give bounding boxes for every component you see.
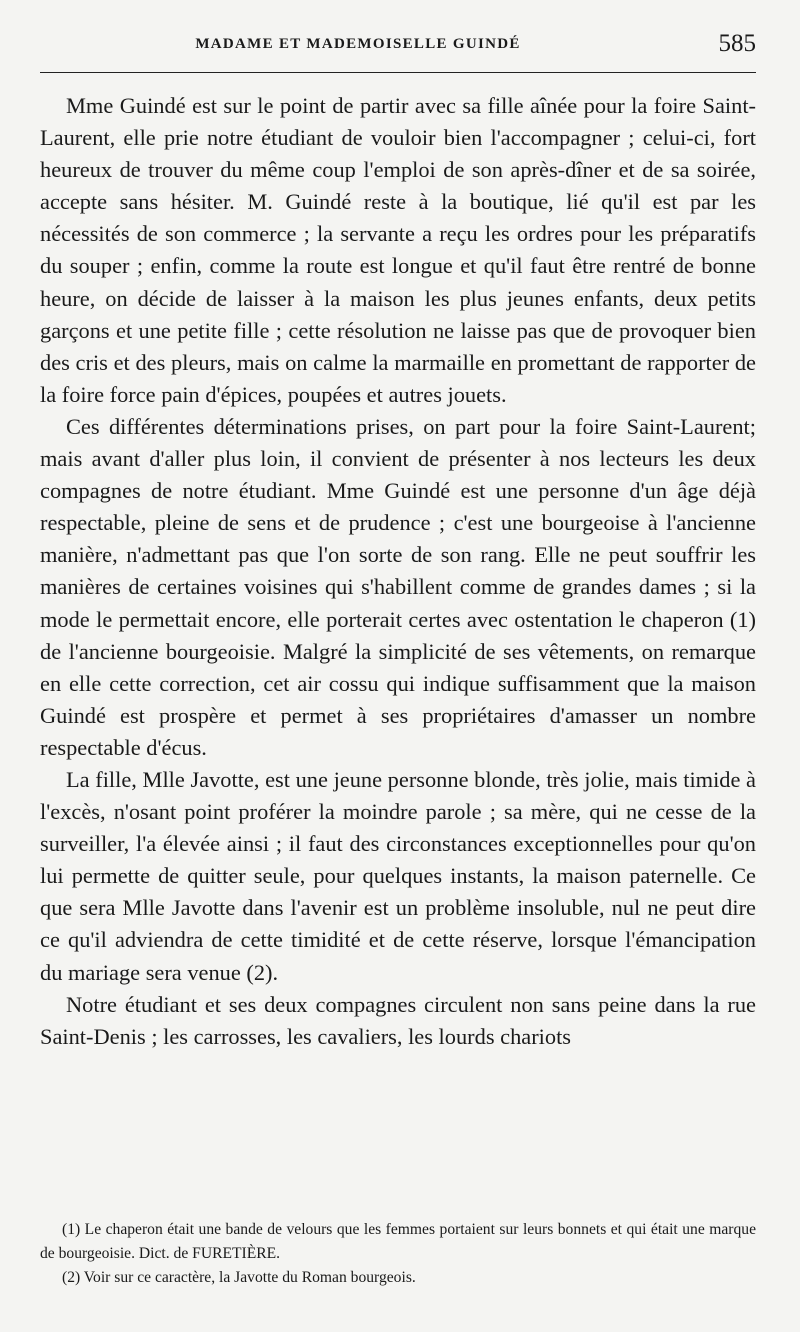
paragraph: Ces différentes déterminations prises, on part pour la foire Saint-Laurent; mais avant d'aller plus loin, il convient de présenter à nos lecteurs les deux compagnes de notre étudiant. Mme Guindé est une personne d'un âge déjà respectable, pleine de sens et de prudence ; c'est une bourgeoise à l'ancienne manière, n'admettant pas que l'on sorte de son rang. Elle ne peut souffrir les manières de certaines voisines qui s'habillent comme de grandes dames ; si la mode le permettait encore, elle porterait certes avec ostentation le chaperon (1) de l'ancienne bourgeoisie. Malgré la simplicité de ses vêtements, on remarque en elle cette correction, cet air cossu qui indique suffisamment que la maison Guindé est prospère et permet à ses propriétaires d'amasser un nombre respectable d'écus. <box>40 413 756 760</box>
running-title: MADAME ET MADEMOISELLE GUINDÉ <box>195 36 521 52</box>
paragraph: Notre étudiant et ses deux compagnes circulent non sans peine dans la rue Saint-Denis ; les carrosses, les cavaliers, les lourds chariots <box>40 991 756 1049</box>
footnotes <box>40 1218 756 1290</box>
paragraph: La fille, Mlle Javotte, est une jeune personne blonde, très jolie, mais timide à l'excès, n'osant point proférer la moindre parole ; sa mère, qui ne cesse de la surveiller, l'a élevée ainsi ; il faut des circonstances exceptionnelles pour qu'on lui permette de quitter seule, pour quelques instants, la maison paternelle. Ce que sera Mlle Javotte dans l'avenir est un problème insoluble, nul ne peut dire ce qu'il adviendra de cette timidité et de cette réserve, lorsque l'émancipation du mariage sera venue (2). <box>40 766 756 985</box>
footnote: (2) Voir sur ce caractère, la Javotte du Roman bourgeois. <box>62 1269 416 1286</box>
paragraph: Mme Guindé est sur le point de partir avec sa fille aînée pour la foire Saint-Laurent, elle prie notre étudiant de vouloir bien l'accompagner ; celui-ci, fort heureux de trouver du même coup l'emploi de son après-dîner et de sa soirée, accepte sans hésiter. M. Guindé reste à la boutique, lié qu'il est par les nécessités de son commerce ; la servante a reçu les ordres pour les préparatifs du souper ; enfin, comme la route est longue et qu'il faut être rentré de bonne heure, on décide de laisser à la maison les plus jeunes enfants, deux petits garçons et une petite fille ; cette résolution ne laisse pas que de provoquer bien des cris et des pleurs, mais on calme la marmaille en promettant de rapporter de la foire force pain d'épices, poupées et autres jouets. <box>40 93 756 407</box>
page-header <box>40 30 756 64</box>
header-rule <box>40 72 756 73</box>
page-number: 585 <box>718 30 756 57</box>
footnote: (1) Le chaperon était une bande de velours que les femmes portaient sur leurs bonnets et qui était une marque de bourgeoisie. Dict. de FURETIÈRE. <box>40 1221 756 1262</box>
body-text <box>40 90 756 1053</box>
